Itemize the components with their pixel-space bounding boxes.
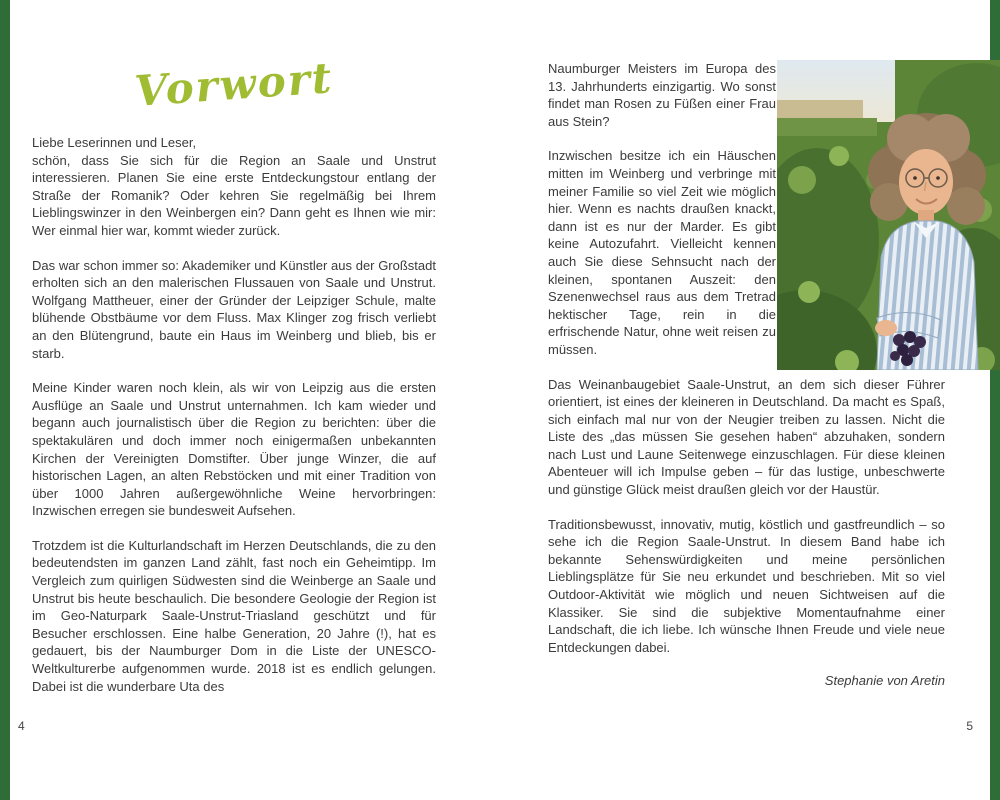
paragraph: Meine Kinder waren noch klein, als wir von Leipzig aus die ersten Ausflüge an Saale und Unstrut unternahmen. Ich kam wieder und begann auch journalistisch über die Region zu berichten: über die spektakulären und doch immer noch einigermaßen unbekannten Kirchen der Vereinigten Domstifter. Über junge Winzer, die auf historischen Lagen, an alten Rebstöcken und mit einer Tradition von über 1000 Jahren außergewöhnliche Weine hervorbringen: Inzwischen erregen sie bundesweit Aufsehen. — [32, 380, 436, 519]
paragraph: Das war schon immer so: Akademiker und Künstler aus der Großstadt erholten sich an den malerischen Flussauen von Saale und Unstrut. Wolfgang Mattheuer, einer der Gründer der Leipziger Schule, malte blühende Obstbäume vor dem Fluss. Max Klinger zog frisch verliebt an den Blütengrund, baute ein Haus im Weinberg und blieb, bis er starb. — [32, 257, 436, 361]
left-book-page — [32, 53, 436, 712]
author-photo-illustration — [777, 60, 1000, 370]
paragraph: Das Weinanbaugebiet Saale-Unstrut, an dem sich dieser Führer orientiert, ist eines der kleineren in Deutschland. Da macht es Spaß, sich einfach mal nur von der Neugier treiben zu lassen. Nicht die Liste des „das müssen Sie gesehen haben“ abzuhaken, sondern nach Lust und Laune Seitenwege einzuschlagen. Für diese kleinen Abenteuer will ich Impulse geben – für das lustige, unbeschwerte und günstige Glück meist draußen gleich vor der Haustür. — [548, 376, 945, 498]
left-accent-bar — [0, 0, 10, 800]
paragraph: schön, dass Sie sich für die Region an Saale und Unstrut interessieren. Planen Sie eine erste Entdeckungstour entlang der Straße der Romanik? Oder kehren Sie regelmäßig bei Ihrem Lieblingswinzer in den Weinbergen ein? Dann geht es Ihnen wie mir: Wer einmal hier war, kommt wieder zurück. — [32, 152, 436, 238]
author-signature: Stephanie von Aretin — [824, 673, 945, 689]
paragraph: Naumburger Meisters im Europa des 13. Jahrhunderts einzigartig. Wo sonst findet man Rosen zu Füßen einer Frau aus Stein? — [548, 61, 776, 129]
author-photo — [777, 60, 1000, 370]
paragraph: Trotzdem ist die Kulturlandschaft im Herzen Deutschlands, die zu den bedeutendsten im ganzen Land zählt, fast noch ein Geheimtipp. Im Vergleich zum quirligen Südwesten sind die Weinberge an Saale und Unstrut bis heute beschaulich. Die besondere Geologie der Region ist im Geo-Naturpark Saale-Unstrut-Triasland geschützt und für Besucher erschlossen. Eine halbe Generation, 20 Jahre (!), hat es gedauert, bis der Naumburger Dom in die Liste der UNESCO-Weltkulturerbe aufgenommen wurde. 2018 ist es endlich gelungen. Dabei ist die wunderbare Uta des — [32, 537, 436, 694]
page-title: Vorwort — [133, 53, 335, 116]
page-number-right: 5 — [966, 719, 973, 733]
salutation-line: Liebe Leserinnen und Leser, — [32, 135, 197, 150]
paragraph: Traditionsbewusst, innovativ, mutig, köstlich und gastfreundlich – so sehe ich die Region Saale-Unstrut. In diesem Band habe ich bekannte Sehenswürdigkeiten und meine persönlichen Lieblingsplätze für Sie neu erkundet und beschrieben. Mit so viel Outdoor-Aktivität wie möglich und neuen Sichtweisen auf die Klassiker. Sie sind die subjektive Momentaufnahme einer Landschaft, die ich liebe. Ich wünsche Ihnen Freude und viele neue Entdeckungen dabei. — [548, 516, 945, 655]
page-number-left: 4 — [18, 719, 25, 733]
paragraph: Inzwischen besitze ich ein Häuschen mitten im Weinberg und verbringe mit meiner Familie so viel Zeit wie möglich hier. Wenn es nachts draußen knackt, dann ist es nur der Marder. Es gibt keine Autozufahrt. Vielleicht kennen auch Sie diese Sehnsucht nach der kleinen, spontanen Auszeit: den Szenenwechsel raus aus dem Tretrad hektischer Tage, rein in die erfrischende Natur, ohne weit reisen zu müssen. — [548, 148, 776, 357]
